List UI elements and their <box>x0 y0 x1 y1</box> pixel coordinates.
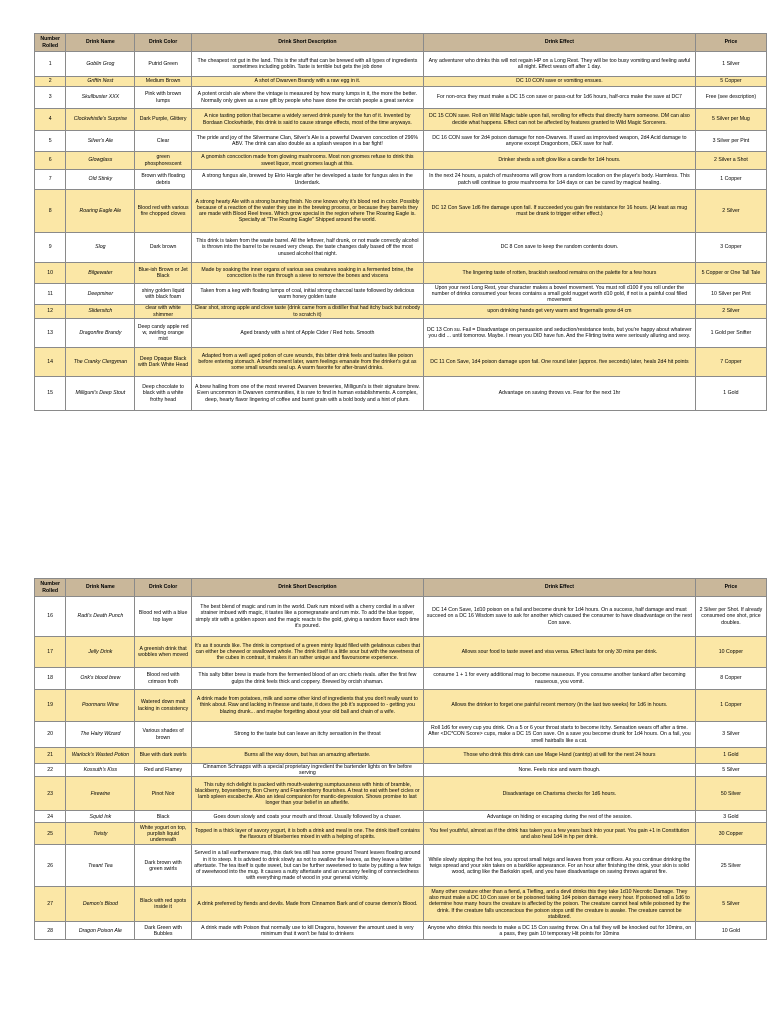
drink-color: Blue-ish Brown or Jet Black <box>135 263 191 284</box>
drink-color: Various shades of brown <box>135 722 191 748</box>
drink-description: A strong fungus ale, brewed by Elrio Hargle after he developed a taste for fungus ales in the Underdark. <box>191 170 423 190</box>
drink-name: The Hairy Wizard <box>66 722 135 748</box>
drink-name: Firewine <box>66 777 135 811</box>
table-row <box>35 777 767 811</box>
row-number: 16 <box>35 597 66 637</box>
drink-price: 2 Silver <box>695 305 766 319</box>
drink-color: Blood red with crimson froth <box>135 668 191 690</box>
table-row <box>35 887 767 922</box>
drink-name: Warlock's Wasted Potion <box>66 748 135 764</box>
row-number: 3 <box>35 87 66 109</box>
drink-price: 25 Silver <box>695 845 766 887</box>
table-row <box>35 764 767 777</box>
drink-effect: You feel youthful, almost as if the drink has taken you a few years back into your past. You gain +1 in Constitution and also heal 1d4 in hp per drink. <box>423 823 695 845</box>
drink-color: White yogurt on top, purplish liquid underneath <box>135 823 191 845</box>
table-row <box>35 305 767 319</box>
row-number: 21 <box>35 748 66 764</box>
row-number: 22 <box>35 764 66 777</box>
drink-price: 3 Gold <box>695 811 766 823</box>
drink-effect: None. Feels nice and warm though. <box>423 764 695 777</box>
drink-price: 3 Copper <box>695 233 766 263</box>
drink-description: A gnomish concoction made from glowing mushrooms. Most non gnomes refuse to drink this sweet liquor, most gnomes laugh at this. <box>191 152 423 170</box>
drink-name: Clockwhistle's Surprise <box>66 109 135 131</box>
table-row <box>35 233 767 263</box>
drink-description: This drink is taken from the waste barrel. All the leftover, half drunk, or not made correctly alcohol is thrown into the barrel to be reused very cheap. the taste changes daily based off the most unused alcohol that night. <box>191 233 423 263</box>
drink-effect: Allows sour food to taste sweet and visa versa. Effect lasts for only 30 mins per drink. <box>423 637 695 668</box>
column-header: Drink Short Description <box>191 579 423 597</box>
drink-effect: The lingering taste of rotten, brackish seafood remains on the palette for a few hours <box>423 263 695 284</box>
drink-description: This ruby rich delight is packed with mouth-watering sumptuousness with hints of bramble, blackberry, boysenberry, Bon Cherry and Frankenberry flourishes. A treat to eat with beef cicles or lamb spleen escabeche. Also an ideal companion for mantic-depression. Shows promise to last longer than your belief in an afterlife. <box>191 777 423 811</box>
column-header: Price <box>695 579 766 597</box>
table-body <box>35 52 767 411</box>
drink-color: Pinot Noir <box>135 777 191 811</box>
drink-name: Kossuth's Kiss <box>66 764 135 777</box>
drink-description: Aged brandy with a hint of Apple Cider / Red hots. Smooth <box>191 319 423 348</box>
drink-price: 2 Silver per Shot. If already consumed one shot, price doubles. <box>695 597 766 637</box>
drink-name: Deepminer <box>66 284 135 305</box>
drink-price: 1 Copper <box>695 170 766 190</box>
table-row <box>35 319 767 348</box>
drink-price: 2 Silver a Shot <box>695 152 766 170</box>
table-row <box>35 823 767 845</box>
drink-name: Treant Tea <box>66 845 135 887</box>
row-number: 11 <box>35 284 66 305</box>
drink-description: Burns all the way down, but has an amazing aftertaste. <box>191 748 423 764</box>
drink-name: Griffin Nest <box>66 77 135 87</box>
table-row <box>35 87 767 109</box>
row-number: 13 <box>35 319 66 348</box>
drink-description: Strong to the taste but can leave an itchy sensation in the throat <box>191 722 423 748</box>
drink-name: Demon's Blood <box>66 887 135 922</box>
row-number: 15 <box>35 377 66 411</box>
table-row <box>35 131 767 152</box>
table-row <box>35 284 767 305</box>
column-header: Drink Name <box>66 579 135 597</box>
drink-price: 8 Copper <box>695 668 766 690</box>
table-row <box>35 263 767 284</box>
drink-description: A drink made from potatoes, milk and some other kind of ingredients that you don't really want to think about. Raw and lacking in finesse and taste, it does the job it's supposed to - getting you blazing drunk... and maybe forgetting about your old ball and chain of a wife. <box>191 690 423 722</box>
table-row <box>35 722 767 748</box>
column-header: Drink Effect <box>423 579 695 597</box>
drink-name: Dragonfire Brandy <box>66 319 135 348</box>
table-row <box>35 190 767 233</box>
drink-description: The pride and joy of the Silvermane Clan, Silver's Ale is a powerful Dwarven concoction of 296% ABV. The drink can also double as a splash weapon in a bar fight! <box>191 131 423 152</box>
drink-effect: Disadvantage on Charisma checks for 1d6 hours. <box>423 777 695 811</box>
table-header-row <box>35 579 767 597</box>
drink-name: Orik's blood brew <box>66 668 135 690</box>
row-number: 5 <box>35 131 66 152</box>
drink-effect: Upon your next Long Rest, your character makes a bowel movement. You must roll d100 if you roll under the number of drinks consumed your feces contains a small gold nugget worth d10 gold, if not is a painful coal filled movement <box>423 284 695 305</box>
drink-effect: DC 14 Con Save, 1d10 poison on a fail and become drunk for 1d4 hours. On a success, half damage and must succeed on a DC 16 Wisdom save to ask for another which caused the consumer to have disadvantage on the next Con save. <box>423 597 695 637</box>
drink-description: It's as it sounds like. The drink is comprised of a green minty liquid filled with gelatinous cubes that can either be chewed or swallowed whole. The drink itself is a little sour but with the sweetness of the cubes in contrast, it makes it an rather unique and flavoursome experience. <box>191 637 423 668</box>
column-header: Number Rolled <box>35 579 66 597</box>
table-row <box>35 109 767 131</box>
drink-effect: upon drinking hands get very warm and fingernails grow d4 cm <box>423 305 695 319</box>
drink-color: Dark brown <box>135 233 191 263</box>
drink-color: A greenish drink that wobbles when moved <box>135 637 191 668</box>
drink-price: 30 Copper <box>695 823 766 845</box>
drink-description: A strong hearty Ale with a strong burning finish. No one knows why it's blood red in color. Possibly because of a reaction of the water they use in the brewing process, or because they barrels they are made with Blood Reel trees. Which grow special in the region where The Roaring Eagle is. Specialty at "The Roaring Eagle" Shipped around the world. <box>191 190 423 233</box>
table-row <box>35 668 767 690</box>
column-header: Drink Name <box>66 34 135 52</box>
drink-effect: DC 10 CON save or vomiting ensues. <box>423 77 695 87</box>
drink-description: Topped in a thick layer of savory yogurt, it is both a drink and meal in one. The drink itself contains the flavours of blueberries mixed in with a helping of spirits. <box>191 823 423 845</box>
table-row <box>35 748 767 764</box>
row-number: 25 <box>35 823 66 845</box>
drink-effect: Anyone who drinks this needs to make a DC 15 Con saving throw. On a fail they will be knocked out for 10mins, on a pass, they gain 10 temporary Hit points for 10mins <box>423 922 695 940</box>
drink-effect: DC 11 Con Save, 1d4 poison damage upon fail. One round later (approx. five seconds) later, heals 2d4 hit points <box>423 348 695 377</box>
drink-color: Watered down malt lacking in consistency <box>135 690 191 722</box>
drink-effect: Drinker sheds a soft glow like a candle for 1d4 hours. <box>423 152 695 170</box>
drink-name: Goblin Grog <box>66 52 135 77</box>
row-number: 17 <box>35 637 66 668</box>
row-number: 6 <box>35 152 66 170</box>
table-row <box>35 597 767 637</box>
drink-color: Black with red spots inside it <box>135 887 191 922</box>
table-row <box>35 377 767 411</box>
table-row <box>35 690 767 722</box>
drink-price: 7 Copper <box>695 348 766 377</box>
row-number: 28 <box>35 922 66 940</box>
table-row <box>35 348 767 377</box>
table-row <box>35 637 767 668</box>
drink-effect: DC 15 CON save. Roll on Wild Magic table upon fail, rerolling for effects that directly harm someone. DM can also decide what happens. Effect can not be affected by features granted to Wild Magic Sorcerers. <box>423 109 695 131</box>
drink-effect: Many other creature other than a fiend, a Tiefling, and a devil drinks this they take 1d10 Necrotic Damage. They also must make a DC 10 Con save or be poisoned taking 1d4 poison damage every hour. If poisoned roll a 1d6 to determine how many hours the creature is affected by the poison. The creature cannot heal while poisoned by the drink. If the creature falls unconscious the poison stops until the creature is awake. The creature cannot be stabilized. <box>423 887 695 922</box>
drink-price: 5 Copper <box>695 77 766 87</box>
drink-color: Dark Purple, Glittery <box>135 109 191 131</box>
drink-name: Silver's Ale <box>66 131 135 152</box>
drink-effect: Roll 1d6 for every cup you drink. On a 5 or 6 your throat starts to become itchy. Sensation wears off after a time. After <DC*CON Score> cups, make a DC 15 Con save. On a save you become drunk for 1d4 hours. On a fail, you smell hairballs like a cat. <box>423 722 695 748</box>
drink-price: 2 Silver <box>695 190 766 233</box>
drink-name: The Cranky Clergyman <box>66 348 135 377</box>
table-row <box>35 922 767 940</box>
drink-description: A brew hailing from one of the most revered Dwarven breweries, Milliguni's is their signature brew. Even uncommon in Dwarven communities, it is rare to find in human establishments. A complex, deep, hearty flavor lingering of coffee and burnt grain with a bold body and a hint of plum. <box>191 377 423 411</box>
drink-price: 10 Gold <box>695 922 766 940</box>
drink-color: Deep candy apple red w, swirling orange mist <box>135 319 191 348</box>
table-header-row <box>35 34 767 52</box>
drink-color: Medium Brown <box>135 77 191 87</box>
row-number: 14 <box>35 348 66 377</box>
drink-effect: DC 8 Con save to keep the random contents down. <box>423 233 695 263</box>
table-row <box>35 811 767 823</box>
table-row <box>35 845 767 887</box>
drink-color: green phosphorescent <box>135 152 191 170</box>
row-number: 12 <box>35 305 66 319</box>
row-number: 10 <box>35 263 66 284</box>
row-number: 8 <box>35 190 66 233</box>
column-header: Drink Color <box>135 34 191 52</box>
drink-effect: DC 12 Con Save 1d6 fire damage upon fail. If succeeded you gain fire resistance for 16 hours. (At least as mug must be drank to trigger either effect.) <box>423 190 695 233</box>
drink-description: Taken from a keg with floating lumps of coal, initial strong charcoal taste followed by delicious warm honey golden taste <box>191 284 423 305</box>
row-number: 9 <box>35 233 66 263</box>
drink-color: Brown with floating debris <box>135 170 191 190</box>
drink-color: Dark brown with green swirls <box>135 845 191 887</box>
drink-price: 1 Gold per Snifter <box>695 319 766 348</box>
drink-name: Twisty <box>66 823 135 845</box>
drink-name: Squid Ink <box>66 811 135 823</box>
drink-color: Clear <box>135 131 191 152</box>
drink-color: Blood red with various fire chopped cloves <box>135 190 191 233</box>
row-number: 4 <box>35 109 66 131</box>
drink-name: Glowglass <box>66 152 135 170</box>
drink-color: Red and Flamey <box>135 764 191 777</box>
row-number: 2 <box>35 77 66 87</box>
drink-effect: Any adventurer who drinks this will not regain HP on a Long Rest. They will be too busy vomiting and feeling awful all night. Effect wears off after 1 day. <box>423 52 695 77</box>
column-header: Drink Color <box>135 579 191 597</box>
drink-name: Jelly Drink <box>66 637 135 668</box>
drink-description: A drink preferred by fiends and devils. Made from Cinnamon Bark and of course demon's Blood. <box>191 887 423 922</box>
drink-description: Cinnamon Schnapps with a special proprietary ingredient the bartender lights on fire before serving <box>191 764 423 777</box>
row-number: 1 <box>35 52 66 77</box>
row-number: 18 <box>35 668 66 690</box>
drink-description: This salty bitter brew is made from the fermented blood of an orc chiefs rivals. after the first few gulps the drink feels thick and coppery. Brewed by orcish shaman. <box>191 668 423 690</box>
drink-color: Putrid Green <box>135 52 191 77</box>
drink-effect: Allows the drinker to forget one painful recent memory (in the last two weeks) for 1d6 in hours. <box>423 690 695 722</box>
drink-description: A shot of Dwarven Brandy with a raw egg in it. <box>191 77 423 87</box>
table-body <box>35 597 767 940</box>
drink-name: Slidersitch <box>66 305 135 319</box>
column-header: Price <box>695 34 766 52</box>
drink-color: Blue with dark swirls <box>135 748 191 764</box>
drink-price: 1 Copper <box>695 690 766 722</box>
row-number: 24 <box>35 811 66 823</box>
drink-price: 3 Silver per Pint <box>695 131 766 152</box>
drink-effect: For non-orcs they must make a DC 15 con save or pass-out for 1d6 hours, half-orcs make the save at DC7 <box>423 87 695 109</box>
drink-price: 5 Silver <box>695 764 766 777</box>
row-number: 27 <box>35 887 66 922</box>
drink-description: Clear shot, strong apple and clove taste (drink came from a distiller that had itchy back but nobody to scratch it) <box>191 305 423 319</box>
drink-price: 10 Copper <box>695 637 766 668</box>
table-row <box>35 152 767 170</box>
drink-name: Roaring Eagle Ale <box>66 190 135 233</box>
drink-price: 5 Silver <box>695 887 766 922</box>
drink-price: 50 Silver <box>695 777 766 811</box>
drink-price: 3 Silver <box>695 722 766 748</box>
row-number: 19 <box>35 690 66 722</box>
drink-description: A drink made with Poison that normally use to kill Dragons, however the amount used is very minimum that it won't be fatal to drinkers <box>191 922 423 940</box>
drink-price: 5 Silver per Mug <box>695 109 766 131</box>
drink-effect: consume 1 + 1 for every additional mug to become nauseous. If you consume another tankard after becoming nauseous, you vomit. <box>423 668 695 690</box>
drink-color: Blood red with a blue top layer <box>135 597 191 637</box>
drink-name: Skullbuster XXX <box>66 87 135 109</box>
table-row <box>35 52 767 77</box>
drink-effect: Advantage on saving throws vs. Fear for the next 1hr <box>423 377 695 411</box>
drink-description: The cheapest rot gut in the land. This is the stuff that can be brewed with all types of ingredients sometimes including goblin. Taste is terrible but gets the job done <box>191 52 423 77</box>
drink-effect: Advantage on hiding or escaping during the rest of the session. <box>423 811 695 823</box>
drink-description: Goes down slowly and coats your mouth and throat. Usually followed by a chaser. <box>191 811 423 823</box>
drink-color: Deep chocolate to black with a white frothy head <box>135 377 191 411</box>
drink-effect: Those who drink this drink can use Mage Hand (cantrip) at will for the next 24 hours <box>423 748 695 764</box>
drink-color: shiny golden liquid with black foam <box>135 284 191 305</box>
drink-description: Served in a tall earthenware mug, this dark tea still has some ground Treant leaves floating around in it to steep. It is advised to drink slowly as not to swallow the leaves, as they leave a bitter aftertaste. The tea itself is quite sweet, but can be further sweetened to taste by putting a few twigs of sweetwood into the mug. It causes a nutty aftertaste and an uncanny feeling of connectedness with everything made of wood in your general vicinity. <box>191 845 423 887</box>
column-header: Number Rolled <box>35 34 66 52</box>
table-row <box>35 170 767 190</box>
drink-name: Milliguni's Deep Stout <box>66 377 135 411</box>
drink-color: Pink with brown lumps <box>135 87 191 109</box>
drink-effect: DC 13 Con su. Fail = Disadvantage on persuasion and seduction/resistance tests, but you're happy about whatever you did ... until tomorrow. Maybe. I mean you DID have fun. And the Flirting twins were seriously alluring and sexy. <box>423 319 695 348</box>
row-number: 26 <box>35 845 66 887</box>
drink-description: The best blend of magic and rum in the world. Dark rum mixed with a cherry cordial in a silver strainer imbued with magic, it tastes like a pomegranate and rum mix. To add the blue topper, simply stir with a golden spoon and the magic reacts to the gold, giving a random flavor each time it's poured. <box>191 597 423 637</box>
drink-name: Poormans Wine <box>66 690 135 722</box>
drink-description: A potent orcish ale where the vintage is measured by how many lumps in it, the more the better. Normally only given as a rare gift by people who have done the orcish people a great service <box>191 87 423 109</box>
table-row <box>35 77 767 87</box>
column-header: Drink Effect <box>423 34 695 52</box>
drink-description: A nice tasting potion that became a widely served drink purely for the fun of it. Invented by Bordaan Clockwhistle, this drink is said to cause strange effects, most of the time anyways. <box>191 109 423 131</box>
drink-color: Deep Opaque Black with Dark White Head <box>135 348 191 377</box>
drink-name: Bilgewater <box>66 263 135 284</box>
drink-name: Dragon Poison Ale <box>66 922 135 940</box>
drink-price: 1 Gold <box>695 377 766 411</box>
drink-description: Adapted from a well aged potion of cure wounds, this bitter drink feels and tastes like poison before entering stomach. A brief moment later, warm feelings emanate from the drinker's gut as some small wounds seal up. A warm favorite for after-brawl drinks. <box>191 348 423 377</box>
column-header: Drink Short Description <box>191 34 423 52</box>
drink-name: Radi's Death Punch <box>66 597 135 637</box>
drink-table-2 <box>34 578 767 940</box>
drink-name: Slog <box>66 233 135 263</box>
row-number: 23 <box>35 777 66 811</box>
drink-color: Dark Green with Bubbles <box>135 922 191 940</box>
drink-price: 1 Silver <box>695 52 766 77</box>
drink-name: Old Stinky <box>66 170 135 190</box>
drink-effect: In the next 24 hours, a patch of mushrooms will grow from a random location on the player's body. Harmless. This patch will continue to grow mushrooms for 1d4 days or can be cured by magical healing. <box>423 170 695 190</box>
drink-price: 1 Gold <box>695 748 766 764</box>
drink-effect: While slowly sipping the hot tea, you sprout small twigs and leaves from your orifices. As you continue drinking the twigs spread and your skin takes on a barklike appearance. For an hour after finishing the drink, your skin is solid wood, acting like the Barkskin spell, and you have disadvantage on saving throws against fire. <box>423 845 695 887</box>
drink-price: Free (see description) <box>695 87 766 109</box>
drink-price: 10 Silver per Pint <box>695 284 766 305</box>
drink-color: clear with white shimmer <box>135 305 191 319</box>
drink-effect: DC 16 CON save for 2d4 poison damage for non-Dwarves. If used as improvised weapon, 2d4 Acid damage to anyone except Dragonborn, DEX save for half. <box>423 131 695 152</box>
drink-color: Black <box>135 811 191 823</box>
row-number: 20 <box>35 722 66 748</box>
row-number: 7 <box>35 170 66 190</box>
drink-table-1 <box>34 33 767 411</box>
drink-price: 5 Copper or One Tall Tale <box>695 263 766 284</box>
drink-description: Made by soaking the inner organs of various sea creatures soaking in a fermented brine, the concoction is the run through a sieve to remove the bones and viscera <box>191 263 423 284</box>
